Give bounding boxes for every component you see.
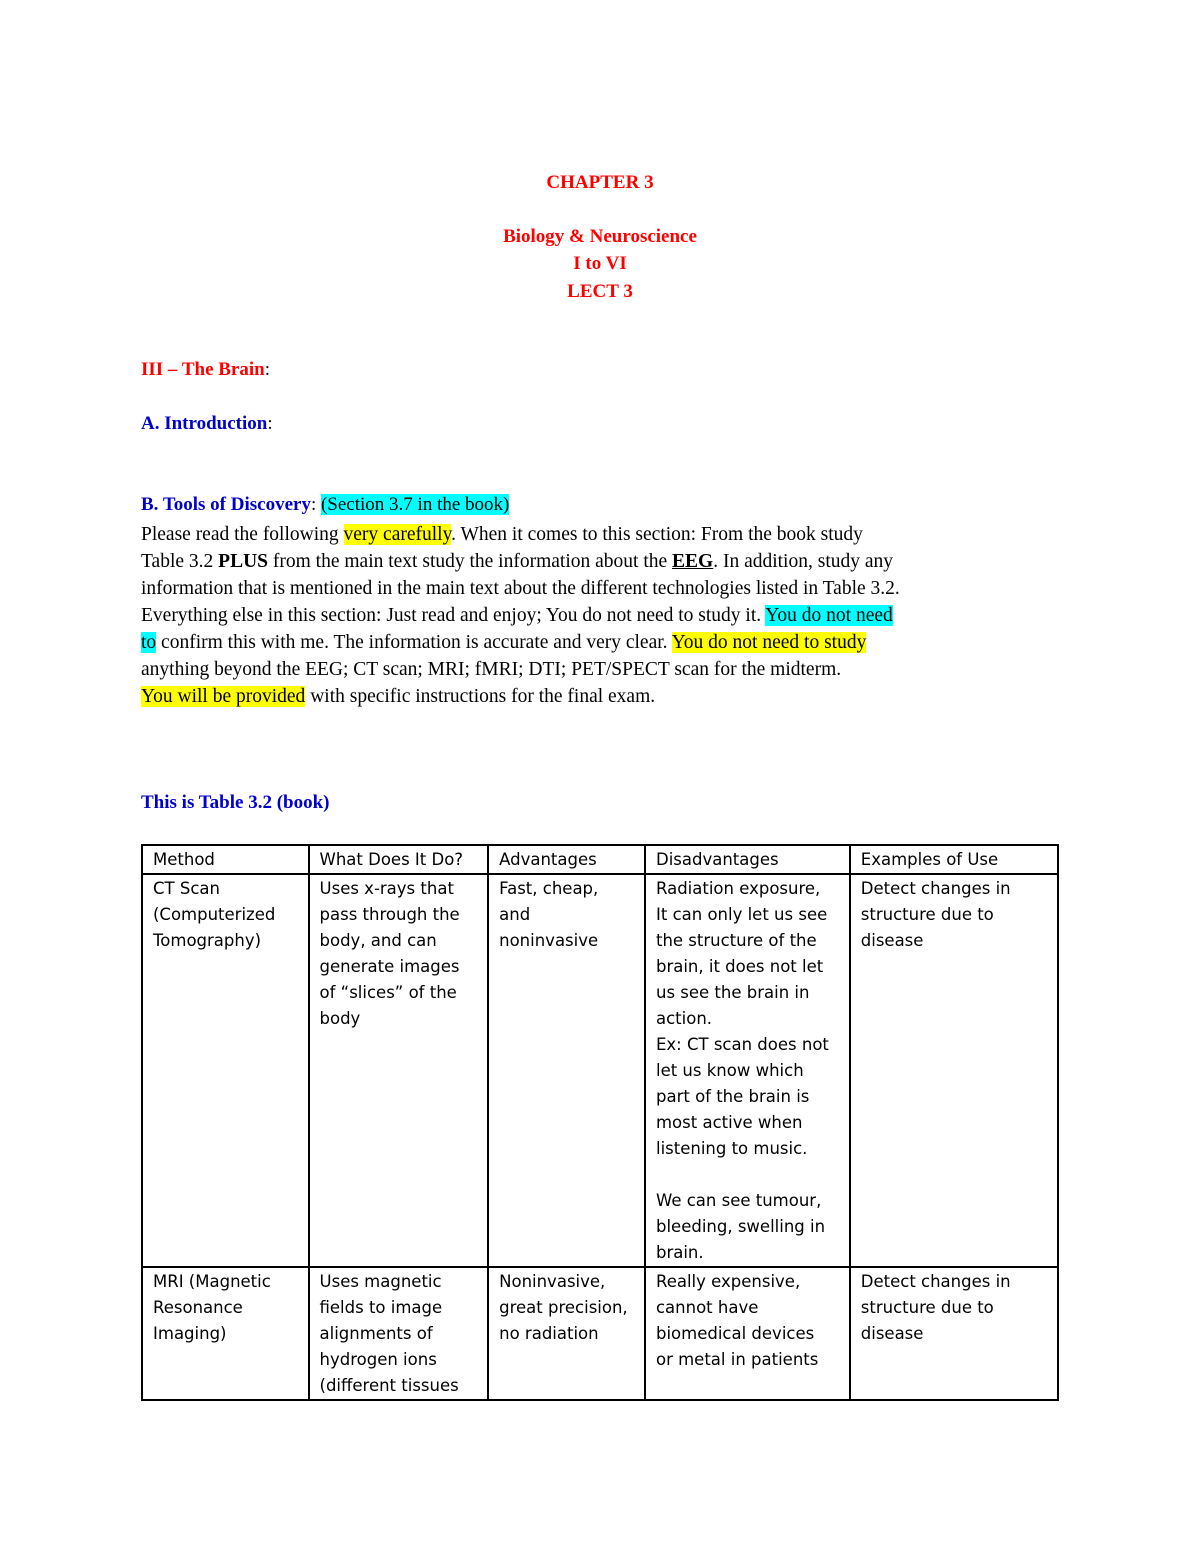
instructions-paragraph: Please read the following very carefully. When it comes to this section: From the book study Table 3.2 PLUS from the main text study the information about the EEG. In addition, study any information that is mentioned in the main text about the different technologies listed in Table 3.2. Everything else in this section: Just read and enjoy; You do not need to study it. You do not need to confirm this with me. The information is accurate and very clear. You do not need to study anything beyond the EEG; CT scan; MRI; fMRI; DTI; PET/SPECT scan for the midterm. You will be provided with specific instructions for the final exam. <box>141 524 900 707</box>
advantages-cell: Noninvasive, great precision, no radiation <box>488 1267 645 1400</box>
does-cell: Uses x-rays that pass through the body, and can generate images of “slices” of the body <box>309 874 489 1267</box>
does-cell: Uses magnetic fields to image alignments of hydrogen ions (different tissues <box>309 1267 489 1400</box>
section-iii-heading: III – The Brain: <box>141 359 270 380</box>
table-caption: This is Table 3.2 (book) <box>141 792 330 813</box>
method-cell: CT Scan (Computerized Tomography) <box>142 874 309 1267</box>
subject-title: Biology & Neuroscience <box>503 226 697 247</box>
header-cell: Disadvantages <box>645 845 850 874</box>
tools-table <box>141 844 1059 1401</box>
highlight-no-need: You do not need <box>765 605 893 626</box>
disadvantages-cell: Radiation exposure, It can only let us see the structure of the brain, it does not let us see the brain in action. Ex: CT scan does not let us know which part of the brain is most active when listening to music. We can see tumour, bleeding, swelling in brain. <box>645 874 850 1267</box>
highlight-very-carefully: very carefully <box>343 524 452 545</box>
disadvantages-cell: Really expensive, cannot have biomedical devices or metal in patients <box>645 1267 850 1400</box>
header-cell: Method <box>142 845 309 874</box>
table-header-row <box>142 845 1058 874</box>
highlight-no-need-study: You do not need to study <box>671 632 867 653</box>
lecture-title: LECT 3 <box>567 281 633 302</box>
method-cell: MRI (Magnetic Resonance Imaging) <box>142 1267 309 1400</box>
range-title: I to VI <box>573 253 627 274</box>
highlight-provided: You will be provided <box>141 686 306 707</box>
section-b-heading: B. Tools of Discovery: (Section 3.7 in the book) <box>141 494 510 515</box>
header-cell: Advantages <box>488 845 645 874</box>
examples-cell: Detect changes in structure due to disease <box>850 874 1058 1267</box>
section-note-highlight: (Section 3.7 in the book) <box>320 494 510 515</box>
section-a-heading: A. Introduction: <box>141 413 273 434</box>
eeg-emphasis: EEG <box>672 551 714 572</box>
chapter-title: CHAPTER 3 <box>546 172 654 193</box>
header-cell: Examples of Use <box>850 845 1058 874</box>
advantages-cell: Fast, cheap, and noninvasive <box>488 874 645 1267</box>
header-cell: What Does It Do? <box>309 845 489 874</box>
table-row <box>142 1267 1058 1400</box>
examples-cell: Detect changes in structure due to disease <box>850 1267 1058 1400</box>
table-row <box>142 874 1058 1267</box>
